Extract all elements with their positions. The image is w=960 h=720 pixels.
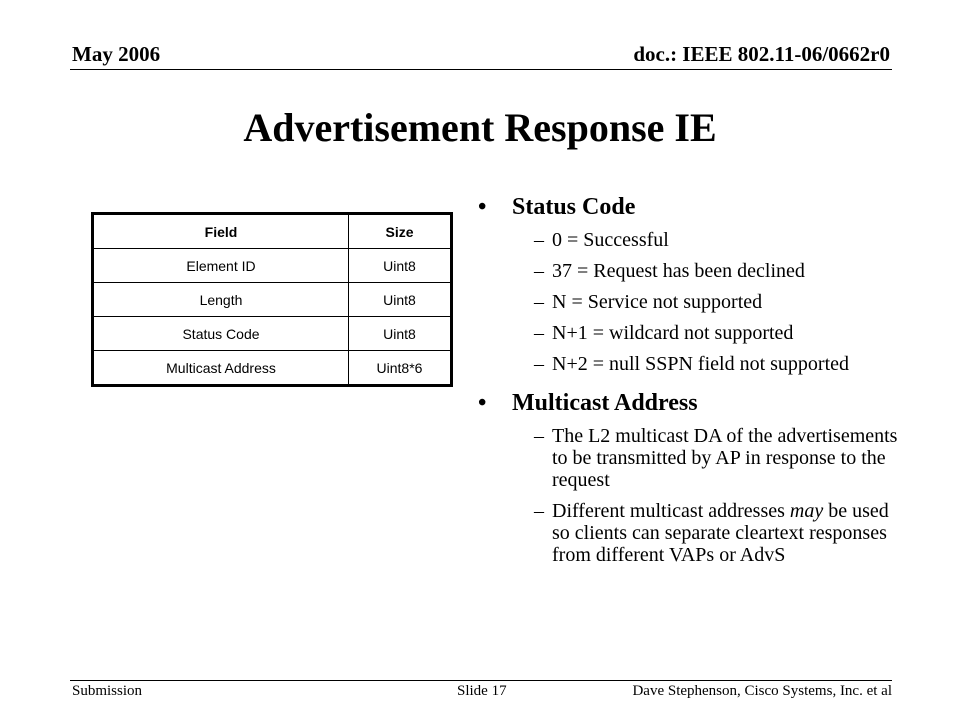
sub-bullet-text: N+1 = wildcard not supported: [552, 322, 794, 344]
sub-bullet-text: 0 = Successful: [552, 229, 669, 251]
sub-bullet-text: N+2 = null SSPN field not supported: [552, 353, 850, 375]
footer-submission: Submission: [72, 683, 143, 699]
sub-bullet: [478, 291, 898, 313]
table-cell-size: Uint8: [349, 317, 452, 351]
sub-bullet: [478, 425, 898, 491]
sub-bullet: [478, 322, 898, 344]
footer-author: Dave Stephenson, Cisco Systems, Inc. et al: [632, 683, 892, 699]
sub-bullet: [478, 353, 898, 375]
footer-slide-number: Slide 17: [457, 683, 507, 699]
table-cell-size: Uint8: [349, 249, 452, 283]
bullet-multicast-address: [478, 390, 898, 417]
table-header-field: Field: [93, 214, 349, 249]
dash-icon: –: [534, 500, 544, 522]
bullet-dot-icon: •: [478, 390, 487, 416]
bullet-status-code: [478, 194, 898, 221]
dash-icon: –: [534, 322, 544, 344]
header-divider: [70, 69, 892, 70]
table-row: [93, 351, 452, 386]
table-cell-size: Uint8*6: [349, 351, 452, 386]
table-row: [93, 283, 452, 317]
sub-bullet: [478, 500, 898, 566]
table-header-row: [93, 214, 452, 249]
bullet-label: Multicast Address: [512, 390, 698, 416]
footer-divider: [70, 680, 892, 681]
bullet-list: [478, 194, 898, 575]
dash-icon: –: [534, 353, 544, 375]
sub-bullet-text-end: be used so clients can separate cleartext responses from different VAPs or AdvS: [552, 500, 889, 566]
bullet-dot-icon: •: [478, 194, 487, 220]
sub-bullet-text: 37 = Request has been declined: [552, 260, 805, 282]
dash-icon: –: [534, 260, 544, 282]
field-size-table: [91, 212, 453, 387]
table-cell-field: Length: [93, 283, 349, 317]
table-cell-size: Uint8: [349, 283, 452, 317]
sub-bullet: [478, 229, 898, 251]
dash-icon: –: [534, 229, 544, 251]
table-cell-field: Element ID: [93, 249, 349, 283]
table-cell-field: Multicast Address: [93, 351, 349, 386]
table-row: [93, 249, 452, 283]
bullet-label: Status Code: [512, 194, 636, 220]
sub-bullet-text-start: Different multicast addresses: [552, 500, 790, 522]
sub-bullet-text: [552, 500, 889, 566]
header-date: May 2006: [72, 42, 161, 66]
table-header-size: Size: [349, 214, 452, 249]
sub-bullet: [478, 260, 898, 282]
dash-icon: –: [534, 425, 544, 447]
emphasis-word: may: [789, 500, 824, 522]
sub-bullet-text: The L2 multicast DA of the advertisements to be transmitted by AP in response to the request: [552, 425, 898, 491]
slide-title: Advertisement Response IE: [243, 105, 717, 150]
header-doc-id: doc.: IEEE 802.11-06/0662r0: [633, 42, 890, 66]
dash-icon: –: [534, 291, 544, 313]
sub-bullet-text: N = Service not supported: [552, 291, 763, 313]
table-row: [93, 317, 452, 351]
table-cell-field: Status Code: [93, 317, 349, 351]
